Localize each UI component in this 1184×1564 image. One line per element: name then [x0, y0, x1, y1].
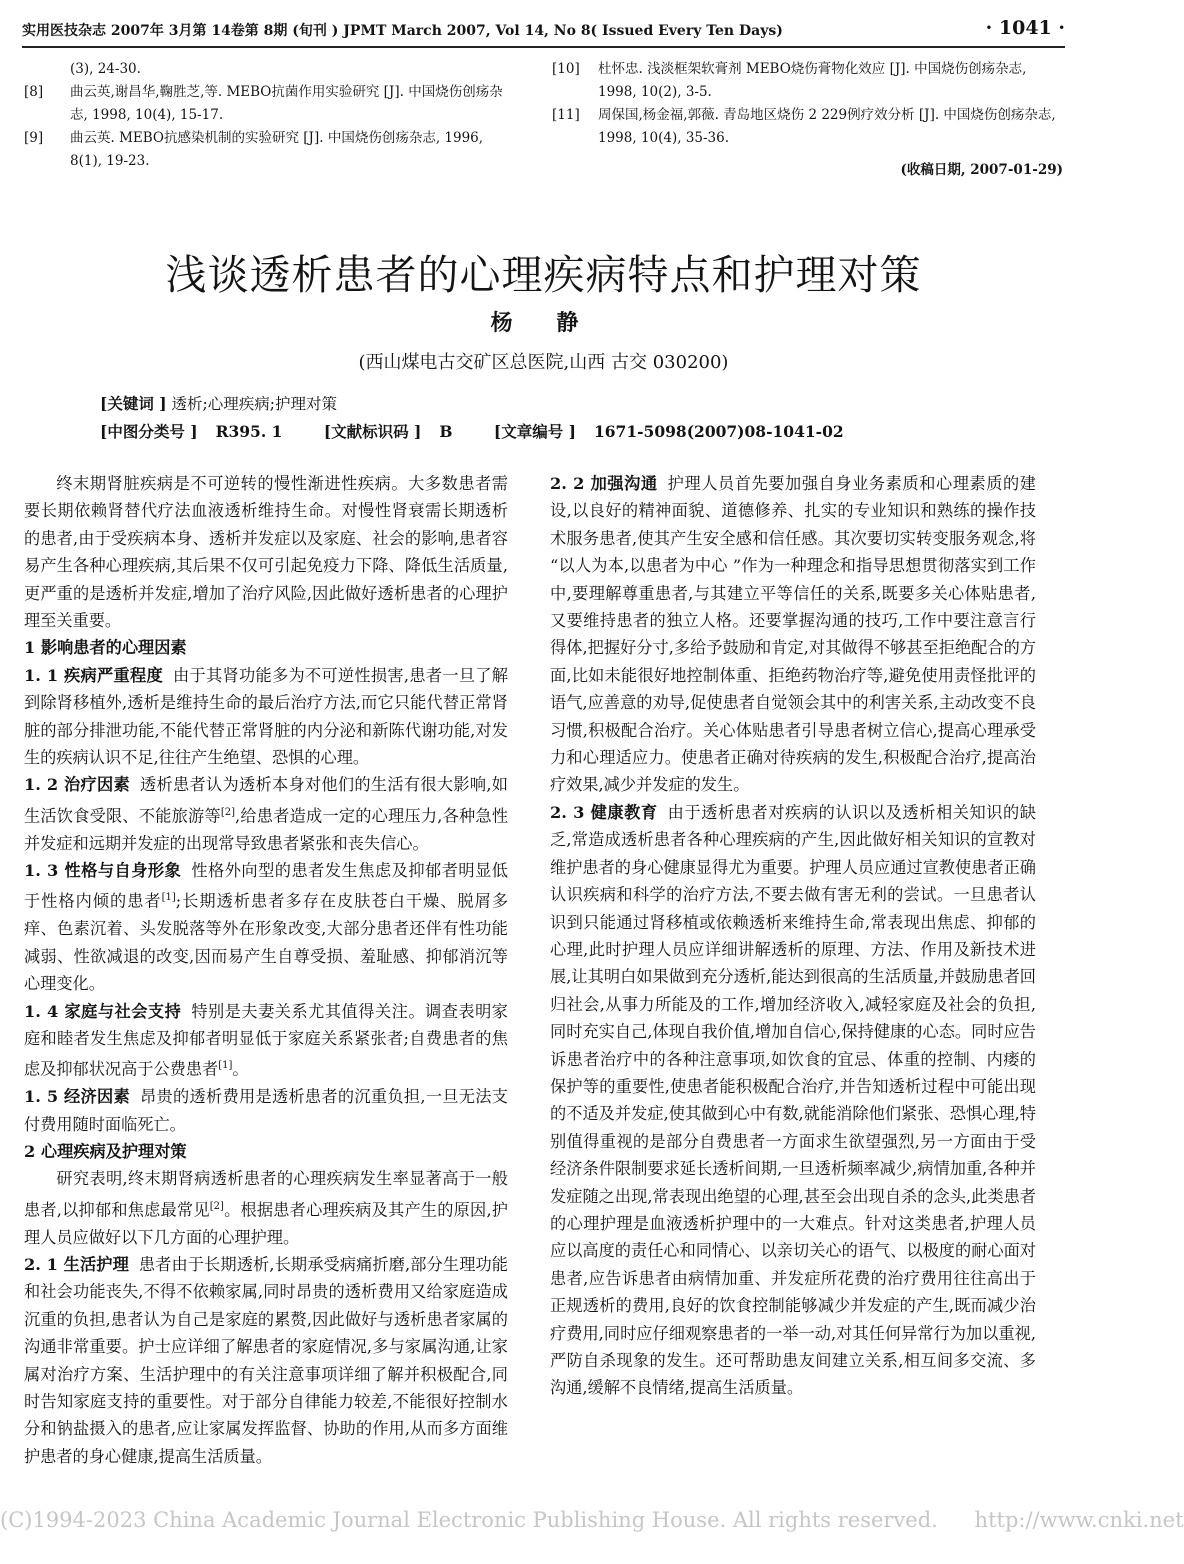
subsection-2-2: 2. 2 加强沟通 护理人员首先要加强自身业务素质和心理素质的建设,以良好的精神面貌、道德修养、扎实的专业知识和熟练的操作技术服务患者,使其产生安全感和信任感。其次要切实转变服务观念,将 “以人为本,以患者为中心 ”作为一种理念和指导思想贯彻落实到工作中,要理解尊重患者,与其建立平等信任的关系,既要多关心体贴患者,又要维持患者的独立人格。还要掌握沟通的技巧,工作中要注意言行得体,把握好分寸,多给予鼓励和肯定,对其做得不够甚至拒绝配合的方面,比如未能很好地控制体重、拒绝药物治疗等,避免使用责怪批评的语气,应善意的劝导,促使患者自觉领会其中的利害关系,主动改变不良习惯,积极配合治疗。关心体贴患者引导患者树立信心,提高心理承受力和心理适应力。使患者正确对待疾病的发生,积极配合治疗,提高治疗效果,减少并发症的发生。	[550, 474, 1036, 795]
section-heading-1: 1 影响患者的心理因素	[24, 638, 187, 658]
doc-code-field: [文献标识码 ] B	[323, 422, 453, 441]
reference-item: (3), 24-30.	[70, 61, 141, 77]
subsection-1-4: 1. 4 家庭与社会支持 特别是夫妻关系尤其值得关注。调查表明家庭和睦者发生焦虑及抑郁者明显低于家庭关系紧张者;自费患者的焦虑及抑郁状况高于公费患者[1]。	[24, 1001, 508, 1079]
intro-paragraph: 终末期肾脏疾病是不可逆转的慢性渐进性疾病。大多数患者需要长期依赖肾替代疗法血液透析维持生命。对慢性肾衰需长期透析的患者,由于受疾病本身、透析并发症以及家庭、社会的影响,患者容易产生各种心理疾病,其后果不仅可引起免疫力下降、降低生活质量,更严重的是透析并发症,增加了治疗风险,因此做好透析患者的心理护理至关重要。	[24, 474, 508, 631]
subsection-1-1: 1. 1 疾病严重程度 由于其肾功能多为不可逆性损害,患者一旦了解到除肾移植外,透析是维持生命的最后治疗方法,而它只能代替正常肾脏的部分排泄功能,不能代替正常肾脏的内分泌和新陈代谢功能,对发生的疾病认识不足,往往产生绝望、恐惧的心理。	[24, 665, 508, 768]
received-date: (收稿日期, 2007-01-29)	[900, 162, 1063, 178]
reference-item: [9] 曲云英. MEBO抗感染机制的实验研究 [J]. 中国烧伤创疡杂志, 1996, 8(1), 19-23.	[24, 130, 484, 169]
section-2-paragraph: 研究表明,终末期肾病透析患者的心理疾病发生率显著高于一般患者,以抑郁和焦虑最常见[2]。根据患者心理疾病及其产生的原因,护理人员应做好以下几方面的心理护理。	[24, 1169, 508, 1247]
clc-field: [中图分类号 ] R395. 1	[100, 422, 283, 441]
cnki-watermark	[0, 1508, 1184, 1532]
page-number: · 1041 ·	[985, 17, 1065, 39]
reference-item: [10] 杜怀忠. 浅淡框架软膏剂 MEBO烧伤膏物化效应 [J]. 中国烧伤创疡杂志, 1998, 10(2), 3-5.	[552, 61, 1027, 100]
subsection-2-3: 2. 3 健康教育 由于透析患者对疾病的认识以及透析相关知识的缺乏,常造成透析患者各种心理疾病的产生,因此做好相关知识的宣教对维护患者的身心健康显得尤为重要。护理人员应通过宣教使患者正确认识疾病和科学的治疗方法,不要去做有害无利的尝试。一旦患者认识到只能通过肾移植或依赖透析来维持生命,常表现出焦虑、抑郁的心理,此时护理人员应详细讲解透析的原理、方法、作用及新技术进展,让其明白如果做到充分透析,能达到很高的生活质量,并鼓励患者回归社会,从事力所能及的工作,增加经济收入,减轻家庭及社会的负担,同时充实自己,体现自我价值,增加自信心,保持健康的心态。同时应告诉患者治疗中的各种注意事项,如饮食的宜忌、体重的控制、内瘘的保护等的重要性,使患者能积极配合治疗,并告知透析过程中可能出现的不适及并发症,使其做到心中有数,就能消除他们紧张、恐惧心理,特别值得重视的是部分自费患者一方面求生欲望强烈,另一方面由于受经济条件限制要求延长透析间期,一旦透析频率减少,病情加重,各种并发症随之出现,常表现出绝望的心理,甚至会出现自杀的念头,此类患者的心理护理是血液透析护理中的一大难点。针对这类患者,护理人员应以高度的责任心和同情心、以亲切关心的语气、以极度的耐心面对患者,应告诉患者由病情加重、并发症所花费的治疗费用往往高出于正规透析的费用,良好的饮食控制能够减少并发症的产生,既而减少治疗费用,同时应仔细观察患者的一举一动,对其任何异常行为加以重视,严防自杀现象的发生。还可帮助患友间建立关系,相互间多交流、多沟通,缓解不良情绪,提高生活质量。	[550, 802, 1036, 1398]
article-title: 浅谈透析患者的心理疾病特点和护理对策	[165, 251, 922, 299]
citation: [2]	[220, 806, 236, 818]
keywords: 透析;心理疾病;护理对策	[171, 395, 337, 413]
subsection-2-1: 2. 1 生活护理 患者由于长期透析,长期承受病痛折磨,部分生理功能和社会功能丧失,不得不依赖家属,同时昂贵的透析费用又给家庭造成沉重的负担,患者认为自己是家庭的累赘,因此做好与透析患者家属的沟通非常重要。护士应详细了解患者的家庭情况,多与家属沟通,让家属对治疗方案、生活护理中的有关注意事项详细了解并积极配合,同时告知家庭支持的重要性。对于部分自律能力较差,不能很好控制水分和钠盐摄入的患者,应让家属发挥监督、协助的作用,从而多方面维护患者的身心健康,提高生活质量。	[24, 1254, 508, 1466]
cnki-url: http://www.cnki.net	[974, 1508, 1184, 1532]
classification-line	[100, 420, 880, 442]
copyright-notice: (C)1994-2023 China Academic Journal Electronic Publishing House. All rights reserved.	[0, 1508, 938, 1532]
author-affiliation: (西山煤电古交矿区总医院,山西 古交 030200)	[358, 352, 729, 373]
subsection-1-5: 1. 5 经济因素 昂贵的透析费用是透析患者的沉重负担,一旦无法支付费用随时面临死亡。	[24, 1087, 508, 1134]
article-no-field: [文章编号 ] 1671-5098(2007)08-1041-02	[493, 422, 844, 441]
citation: [1]	[161, 892, 176, 904]
reference-item: [8] 曲云英,谢昌华,鞠胜芝,等. MEBO抗菌作用实验研究 [J]. 中国烧伤创疡杂志, 1998, 10(4), 15-17.	[24, 84, 503, 123]
citation: [1]	[218, 1060, 233, 1072]
body-column-left	[24, 470, 508, 1470]
running-header	[22, 17, 1065, 48]
reference-item: [11] 周保国,杨金福,郭薇. 青岛地区烧伤 2 229例疗效分析 [J]. 中国烧伤创疡杂志, 1998, 10(4), 35-36.	[552, 107, 1056, 146]
keywords-label: [关键词 ]	[100, 394, 167, 413]
article-author: 杨 静	[490, 310, 597, 336]
journal-header: 实用医技杂志 2007年 3月第 14卷第 8期 (旬刊 ) JPMT March 2007, Vol 14, No 8( Issued Every Ten Days)	[22, 23, 783, 39]
subsection-1-3: 1. 3 性格与自身形象 性格外向型的患者发生焦虑及抑郁者明显低于性格内倾的患者[1];长期透析患者多存在皮肤苍白干燥、脱屑多痒、色素沉着、头发脱落等外在形象改变,大部分患者还伴有性功能减弱、性欲减退的改变,因而易产生自尊受损、羞耻感、抑郁消沉等心理变化。	[24, 861, 509, 994]
section-heading-2: 2 心理疾病及护理对策	[24, 1141, 187, 1161]
subsection-1-2: 1. 2 治疗因素 透析患者认为透析本身对他们的生活有很大影响,如生活饮食受限、不能旅游等[2],给患者造成一定的心理压力,各种急性并发症和远期并发症的出现常导致患者紧张和丧失信心。	[24, 775, 509, 853]
body-column-right	[550, 470, 1036, 1402]
keywords-line	[100, 392, 337, 414]
references-left	[24, 58, 514, 173]
references-right	[552, 58, 1064, 150]
citation: [2]	[209, 1200, 224, 1212]
